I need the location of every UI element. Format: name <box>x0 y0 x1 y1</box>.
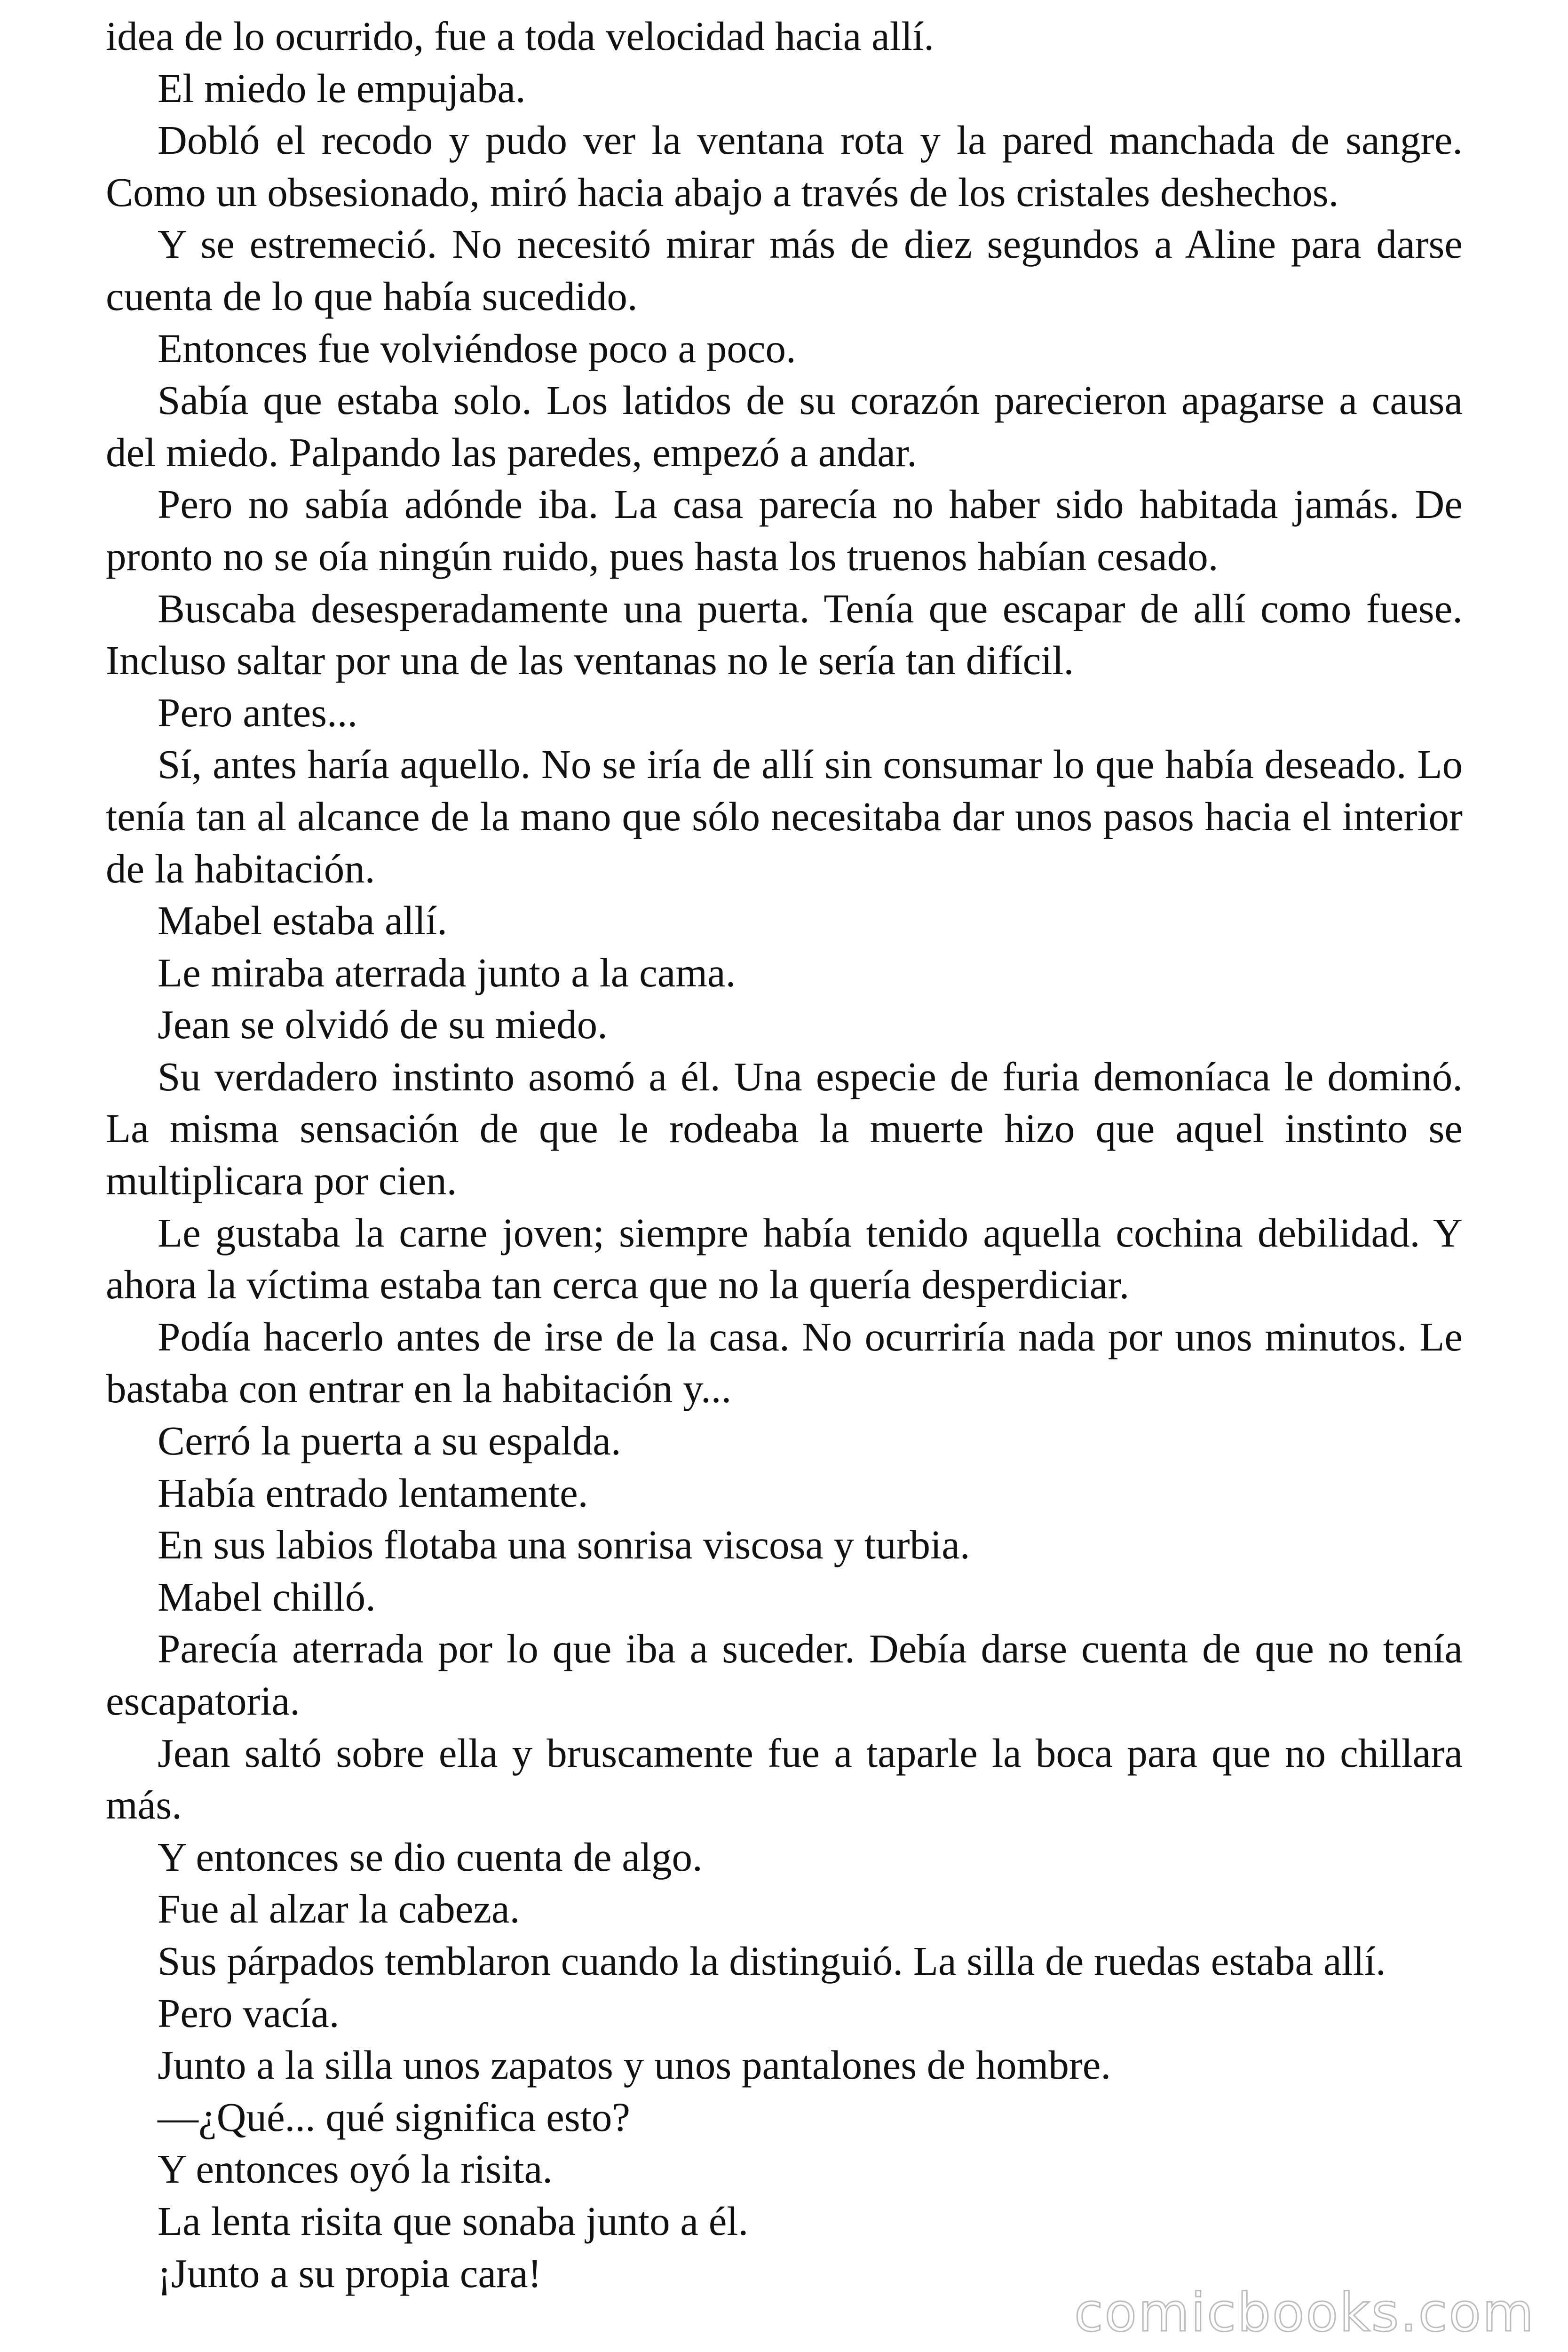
paragraph-11: Mabel estaba allí. <box>158 898 448 944</box>
paragraph-29: Y entonces oyó la risita. <box>158 2146 553 2192</box>
paragraph-17: Cerró la puerta a su espalda. <box>158 1418 621 1464</box>
watermark: comicbooks.com <box>1074 2282 1535 2344</box>
paragraph-25: Sus párpados temblaron cuando la distinguió. La silla de ruedas estaba allí. <box>158 1938 1386 1984</box>
paragraph-7: Pero no sabía adónde iba. La casa parecía no haber sido habitada jamás. De pronto no se oía ningún ruido, pues hasta los truenos habían cesado. <box>106 481 1463 579</box>
paragraph-2: El miedo le empujaba. <box>158 65 526 111</box>
paragraph-18: Había entrado lentamente. <box>158 1470 588 1516</box>
paragraph-30: La lenta risita que sonaba junto a él. <box>158 2198 749 2244</box>
paragraph-19: En sus labios flotaba una sonrisa viscosa y turbia. <box>158 1522 970 1568</box>
paragraph-9: Pero antes... <box>158 689 358 735</box>
paragraph-28: —¿Qué... qué significa esto? <box>158 2094 631 2140</box>
paragraph-26: Pero vacía. <box>158 1990 340 2036</box>
paragraph-20: Mabel chilló. <box>158 1573 376 1620</box>
paragraph-21: Parecía aterrada por lo que iba a suceder. Debía darse cuenta de que no tenía escapatoria. <box>106 1626 1463 1724</box>
paragraph-3: Dobló el recodo y pudo ver la ventana rota y la pared manchada de sangre. Como un obsesionado, miró hacia abajo a través de los cristales deshechos. <box>106 117 1463 215</box>
paragraph-31: ¡Junto a su propia cara! <box>158 2250 542 2296</box>
paragraph-16: Podía hacerlo antes de irse de la casa. No ocurriría nada por unos minutos. Le bastaba con entrar en la habitación y... <box>106 1313 1463 1412</box>
paragraph-22: Jean saltó sobre ella y bruscamente fue a taparle la boca para que no chillara más. <box>106 1730 1463 1828</box>
paragraph-12: Le miraba aterrada junto a la cama. <box>158 949 736 995</box>
paragraph-24: Fue al alzar la cabeza. <box>158 1886 520 1932</box>
text-column <box>106 10 1463 2299</box>
paragraph-27: Junto a la silla unos zapatos y unos pantalones de hombre. <box>158 2042 1111 2088</box>
paragraph-4: Y se estremeció. No necesitó mirar más de diez segundos a Aline para darse cuenta de lo que había sucedido. <box>106 221 1463 319</box>
paragraph-8: Buscaba desesperadamente una puerta. Tenía que escapar de allí como fuese. Incluso saltar por una de las ventanas no le sería tan difícil. <box>106 585 1463 683</box>
paragraph-15: Le gustaba la carne joven; siempre había tenido aquella cochina debilidad. Y ahora la víctima estaba tan cerca que no la quería desperdiciar. <box>106 1209 1463 1308</box>
paragraph-14: Su verdadero instinto asomó a él. Una especie de furia demoníaca le dominó. La misma sensación de que le rodeaba la muerte hizo que aquel instinto se multiplicara por cien. <box>106 1053 1463 1204</box>
paragraph-1: idea de lo ocurrido, fue a toda velocidad hacia allí. <box>106 13 934 59</box>
paragraph-23: Y entonces se dio cuenta de algo. <box>158 1834 703 1880</box>
paragraph-6: Sabía que estaba solo. Los latidos de su corazón parecieron apagarse a causa del miedo. Palpando las paredes, empezó a andar. <box>106 377 1463 475</box>
paragraph-5: Entonces fue volviéndose poco a poco. <box>158 325 796 371</box>
paragraph-13: Jean se olvidó de su miedo. <box>158 1001 608 1048</box>
paragraph-10: Sí, antes haría aquello. No se iría de allí sin consumar lo que había deseado. Lo tenía tan al alcance de la mano que sólo necesitaba dar unos pasos hacia el interior de la habitación. <box>106 741 1463 891</box>
